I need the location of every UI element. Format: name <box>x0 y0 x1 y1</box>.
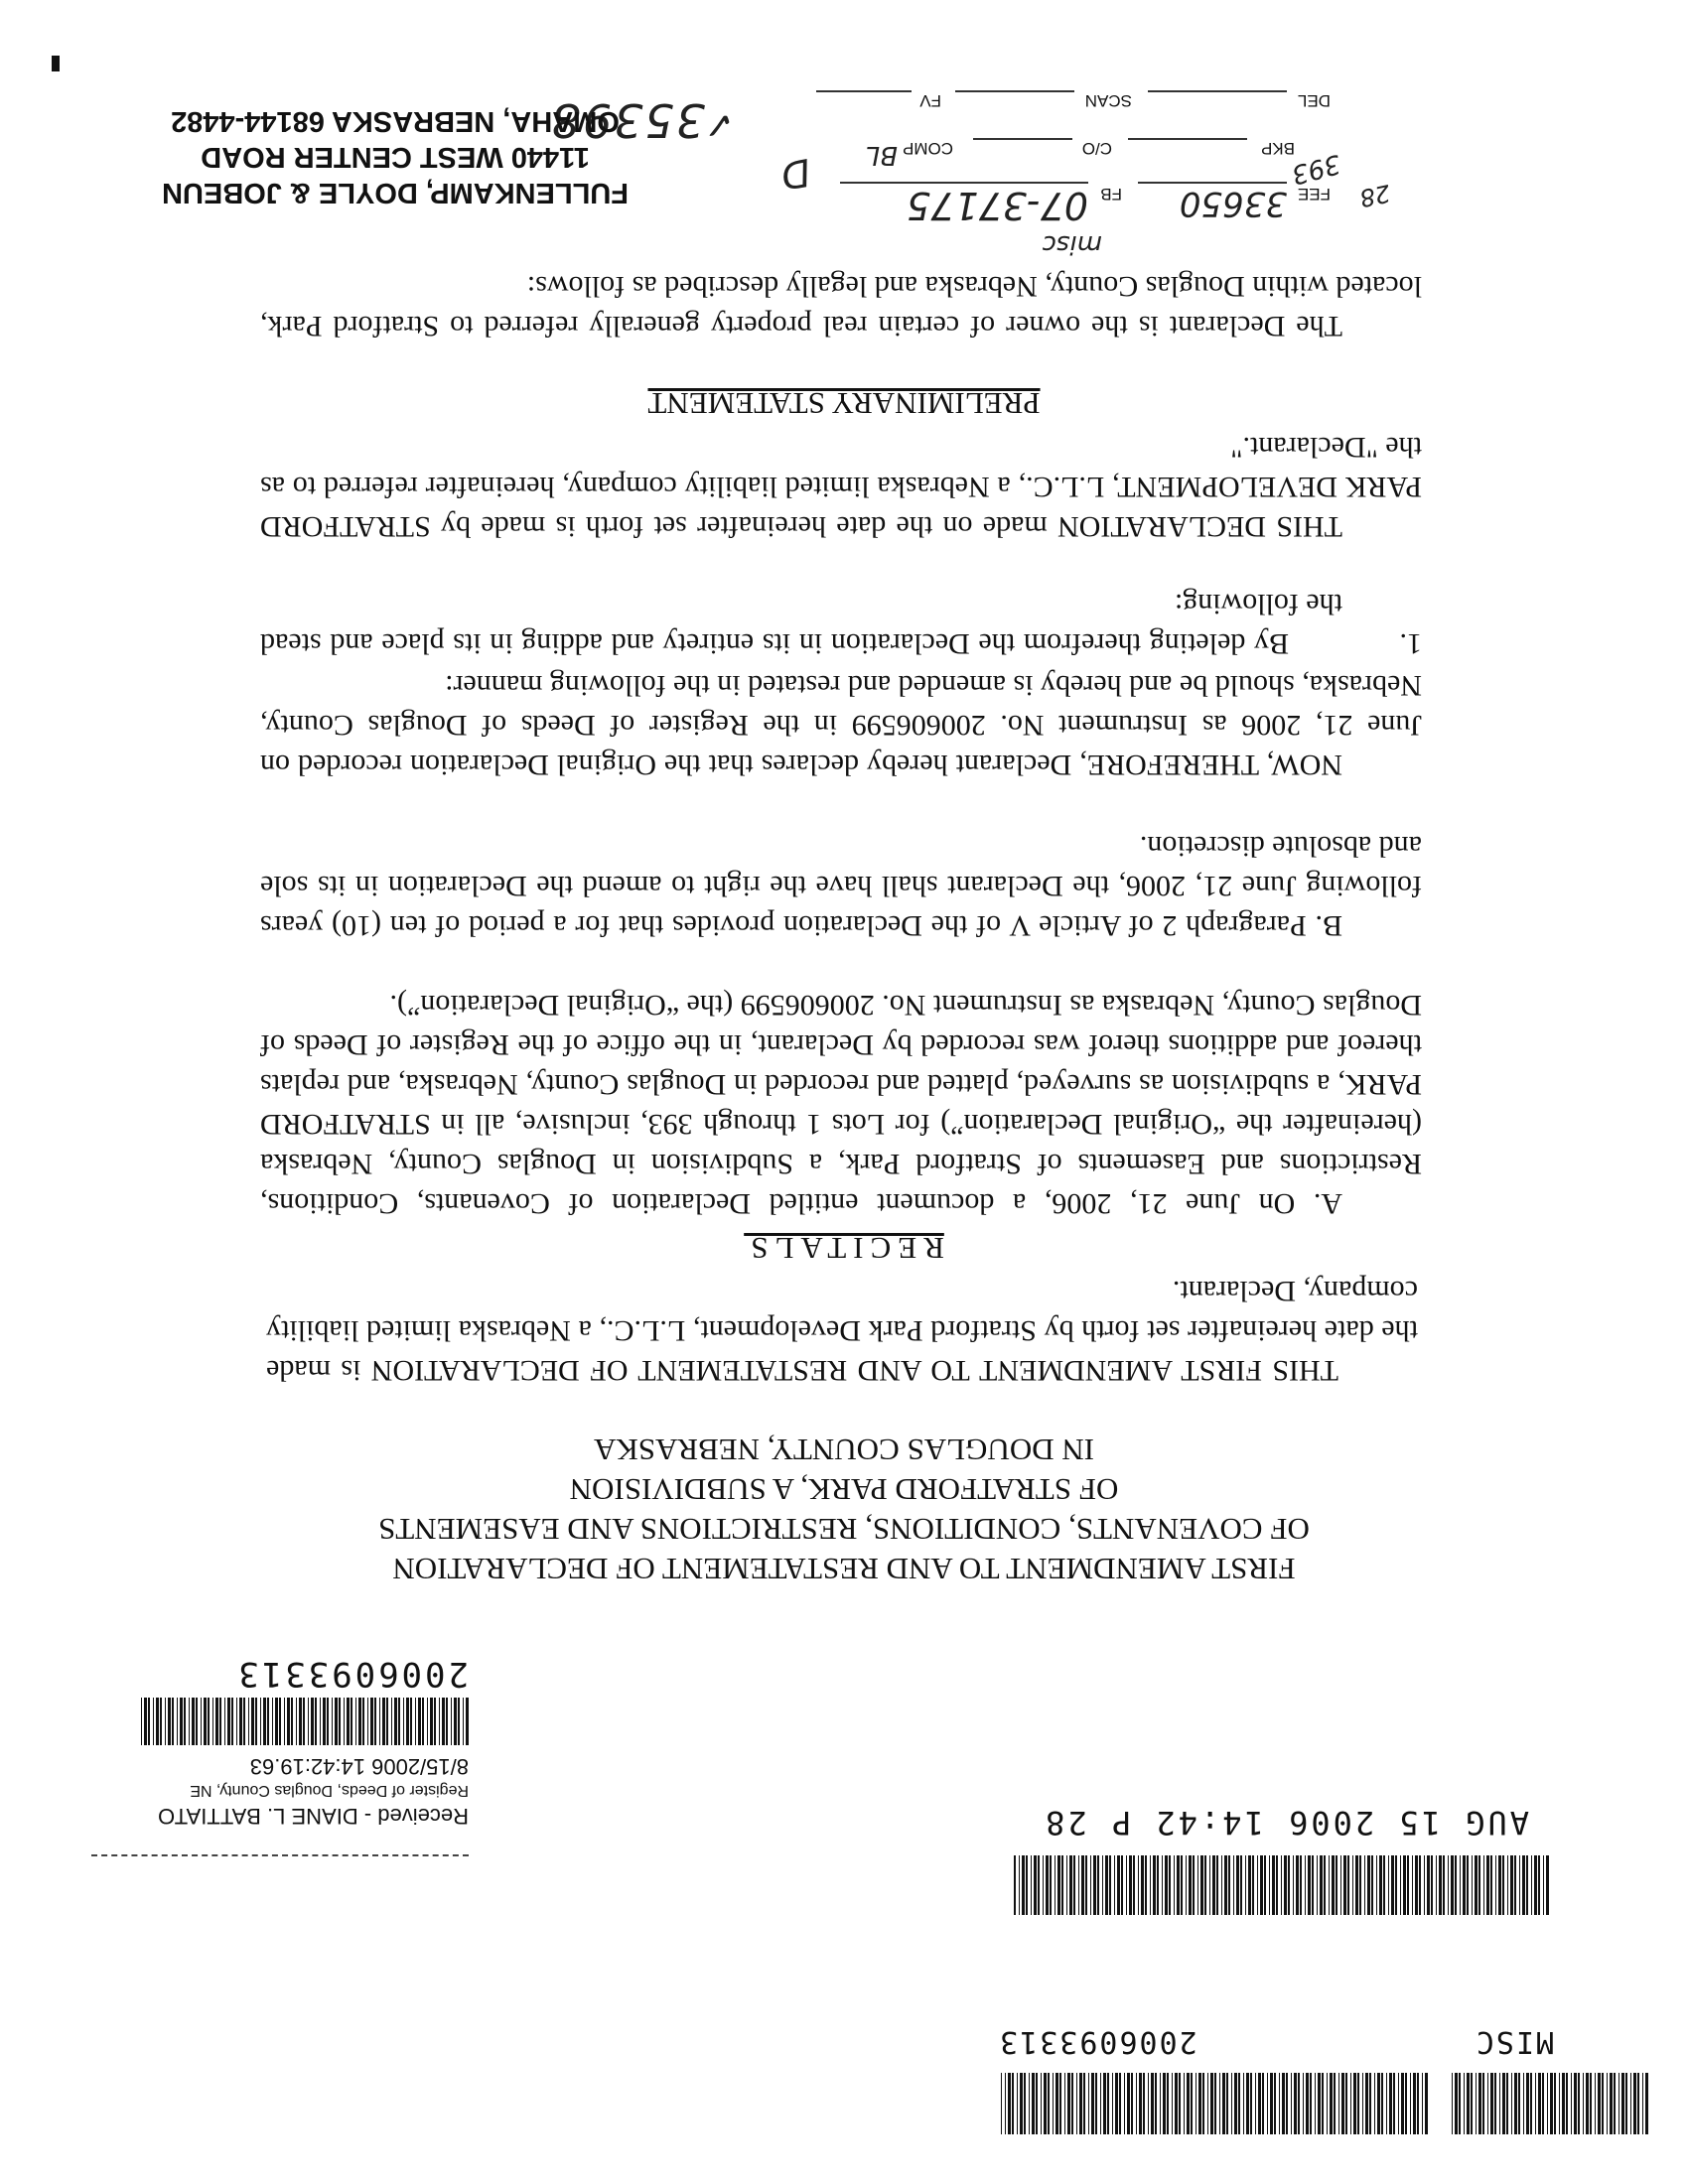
page-note: 28 <box>1356 179 1393 212</box>
scan-line <box>955 90 1074 92</box>
fv-label: FV <box>919 91 941 110</box>
preliminary-text: The Declarant is the owner of certain real property generally referred to Stratford Park, located within Douglas County, Nebraska and legally described as follows: <box>260 270 1422 342</box>
bkp-label: BKP <box>1260 139 1295 158</box>
stamp-barcode-date <box>1013 1855 1549 1915</box>
receipt-received: Received - DIANE L. BATTIATO <box>158 1804 469 1829</box>
title-line-3: OF STRATFORD PARK, A SUBDIVISION <box>569 1472 1119 1507</box>
declaration-paragraph: THIS DECLARATION made on the date hereinafter set forth is made by STRATFORD PARK DEVELOPMENT, L.L.C., a Nebraska limited liability company, hereinafter referred to as the "Declarant." <box>260 431 1422 543</box>
preliminary-heading: PRELIMINARY STATEMENT <box>647 386 1041 421</box>
clerk-fee-box <box>814 84 1393 259</box>
stamp-barcode-left <box>1450 2073 1648 2134</box>
fee-row <box>814 178 1331 259</box>
del-label: DEL <box>1297 91 1331 110</box>
stamp-number: 2006093313 <box>998 2024 1197 2059</box>
return-address <box>77 103 713 210</box>
circled-letter-mark: D <box>777 150 814 199</box>
stamp-type: MISC <box>1474 2024 1554 2059</box>
comp-value: BL <box>865 140 898 170</box>
del-row <box>814 84 1331 128</box>
return-city: OMAHA, NEBRASKA 68144-4482 <box>171 105 620 137</box>
receipt-block <box>71 1654 469 1856</box>
fee-value: 33650 <box>1138 182 1287 223</box>
scan-label: SCAN <box>1084 91 1132 110</box>
handwritten-reference: 35398 <box>549 93 705 147</box>
recital-a: A. On June 21, 2006, a document entitled Declaration of Covenants, Conditions, Restrictions and Easements of Stratford Park, a Subdivision in Douglas County, Nebraska (hereinafter the “Original Declaration”) for Lots 1 through 393, inclusive, all in STRATFORD PARK, a subdivision as surveyed, platted and recorded in Douglas County, Nebraska, and replats thereof and additions therof was recorded by Declarant, in the office of the Register of Deeds of Douglas County, Nebraska as Instrument No. 200606599 (the “Original Declaration”). <box>260 989 1422 1220</box>
bkp-line <box>1128 138 1247 140</box>
return-street: 11440 WEST CENTER ROAD <box>201 141 590 173</box>
fee-label: FEE <box>1297 185 1331 204</box>
title-line-1: FIRST AMENDMENT TO AND RESTATEMENT OF DECLARATION <box>392 1552 1296 1586</box>
receipt-number: 2006093313 <box>235 1654 469 1694</box>
del-line <box>1148 90 1287 92</box>
title-line-2: OF COVENANTS, CONDITIONS, RESTRICTIONS AND EASEMENTS <box>378 1512 1310 1547</box>
receipt-datetime: 8/15/2006 14:42:19.63 <box>249 1754 469 1779</box>
title-line-4: IN DOUGLAS COUNTY, NEBRASKA <box>593 1433 1095 1467</box>
item-1-number: 1. <box>1399 627 1422 660</box>
co-line <box>973 138 1072 140</box>
bkp-value: 393 <box>1288 148 1344 190</box>
stamp-datetime: AUG 15 2006 14:42 P 28 <box>1043 1804 1529 1842</box>
recital-b: B. Paragraph 2 of Article V of the Declaration provides that for a period of ten (10) years following June 21, 2006, the Declarant shall have the right to amend the Declaration in its sole and absolute discretion. <box>260 830 1422 942</box>
recording-stamp <box>953 1804 1648 2134</box>
recitals-heading: RECITALS <box>744 1231 944 1266</box>
comp-label: COMP <box>903 139 953 158</box>
item-1-text: By deleting therefrom the Declaration in its entirety and adding in its place and stead the following: <box>260 588 1342 660</box>
stamp-barcode-main <box>1001 2073 1428 2134</box>
return-firm: FULLENKAMP, DOYLE & JOBEUN <box>162 177 629 208</box>
co-label: C/O <box>1081 139 1112 158</box>
scan-speck <box>52 56 60 71</box>
fb-label: FB <box>1100 185 1122 204</box>
receipt-register: Register of Deeds, Douglas County, NE <box>190 1782 469 1799</box>
receipt-divider <box>91 1854 469 1856</box>
misc-note: misc <box>1042 229 1102 259</box>
fv-line <box>816 90 912 92</box>
document-title <box>199 1430 1489 1588</box>
receipt-barcode <box>141 1698 469 1745</box>
now-therefore-paragraph: NOW, THEREFORE, Declarant hereby declares that the Original Declaration recorded on June 21, 2006 as Instrument No. 200606599 in the Register of Deeds of Douglas County, Nebraska, should be and hereby is amended and restated in the following manner: <box>260 669 1422 781</box>
check-mark: ✓ <box>703 103 735 147</box>
intro-paragraph: THIS FIRST AMENDMENT TO AND RESTATEMENT OF DECLARATION is made the date hereinafter set forth by Stratford Park Development, L.L.C., a Nebraska limited liability company, Declarant. <box>266 1275 1418 1387</box>
fb-value: 07-37175 <box>840 182 1088 227</box>
item-1 <box>260 584 1422 663</box>
